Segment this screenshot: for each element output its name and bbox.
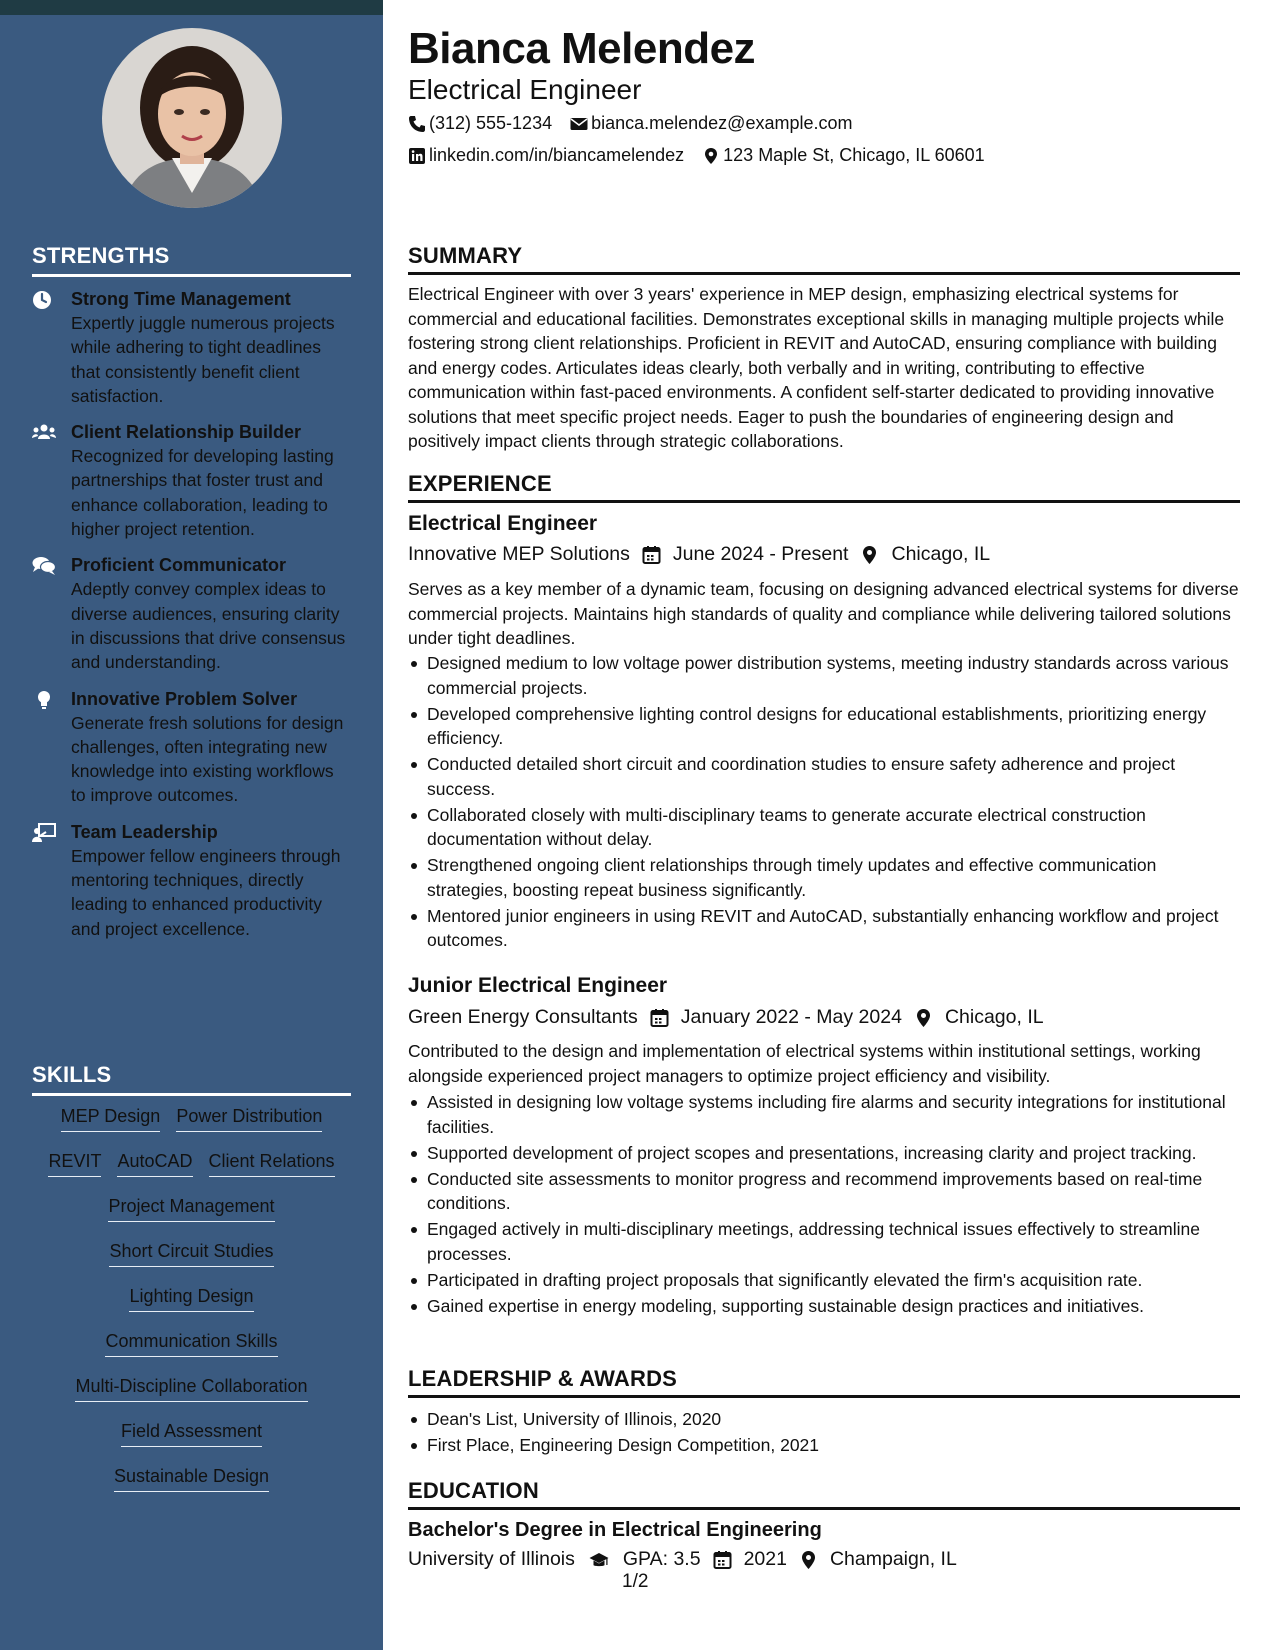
skill-tag: Communication Skills bbox=[105, 1328, 277, 1357]
envelope-icon bbox=[570, 115, 588, 133]
strength-title: Client Relationship Builder bbox=[71, 422, 302, 443]
company-name: Green Energy Consultants bbox=[408, 1006, 638, 1028]
job-meta bbox=[408, 543, 990, 566]
job-bullets bbox=[408, 651, 1240, 954]
school-name: University of Illinois bbox=[408, 1548, 575, 1570]
map-pin-icon bbox=[914, 1008, 933, 1028]
list-item: Supported development of project scopes and presentations, increasing clarity and project tracking. bbox=[408, 1141, 1240, 1166]
map-pin-icon bbox=[702, 147, 720, 165]
strength-title: Innovative Problem Solver bbox=[71, 688, 298, 709]
job-location: Chicago, IL bbox=[891, 543, 991, 565]
strength-desc: Empower fellow engineers through mentoring techniques, directly leading to enhanced productivity and project excellence. bbox=[71, 845, 341, 939]
list-item: Participated in drafting project proposals that significantly elevated the firm's acquisition rate. bbox=[408, 1268, 1240, 1293]
skill-tag: AutoCAD bbox=[117, 1148, 192, 1177]
skills-list bbox=[32, 1103, 351, 1508]
awards-list bbox=[408, 1407, 1240, 1459]
list-item: First Place, Engineering Design Competition, 2021 bbox=[408, 1433, 1240, 1458]
users-icon bbox=[32, 423, 56, 443]
calendar-icon bbox=[713, 1550, 732, 1570]
contact-row bbox=[408, 113, 853, 134]
strength-item bbox=[32, 687, 351, 808]
map-pin-icon bbox=[799, 1550, 818, 1570]
list-item: Assisted in designing low voltage systems including fire alarms and security integrations for institutional facilities. bbox=[408, 1090, 1240, 1139]
list-item: Mentored junior engineers in using REVIT and AutoCAD, substantially enhancing workflow and project outcomes. bbox=[408, 904, 1240, 953]
job-title: Junior Electrical Engineer bbox=[408, 974, 668, 997]
summary-text: Electrical Engineer with over 3 years' experience in MEP design, emphasizing electrical systems for commercial and educational facilities. Demonstrates exceptional skills in managing multiple projects while fostering strong client relationships. Proficient in REVIT and AutoCAD, ensuring compliance with building and energy codes. Articulates ideas clearly, both verbally and in writing, contributing to effective communication within fast-paced environments. A confident self-starter dedicated to providing innovative solutions that meet specific project needs. Eager to push the boundaries of engineering design and positively impact clients through strategic collaborations. bbox=[408, 284, 1225, 451]
list-item: Dean's List, University of Illinois, 2020 bbox=[408, 1407, 1240, 1432]
strength-desc: Generate fresh solutions for design challenges, often integrating new knowledge into existing workflows to improve outcomes. bbox=[71, 712, 344, 806]
skill-tag: REVIT bbox=[48, 1148, 101, 1177]
address: 123 Maple St, Chicago, IL 60601 bbox=[723, 145, 985, 165]
linkedin-link[interactable]: linkedin.com/in/biancamelendez bbox=[429, 145, 685, 165]
job-title: Electrical Engineer bbox=[408, 512, 598, 535]
strength-desc: Recognized for developing lasting partnerships that foster trust and enhance collaboration, leading to higher project retention. bbox=[71, 446, 334, 540]
graduation-year: 2021 bbox=[743, 1548, 787, 1570]
strength-item bbox=[32, 820, 351, 941]
skills-heading: SKILLS bbox=[32, 1062, 351, 1096]
strength-title: Team Leadership bbox=[71, 821, 218, 842]
calendar-icon bbox=[650, 1008, 669, 1028]
presenter-icon bbox=[32, 823, 56, 843]
job-meta bbox=[408, 1006, 1044, 1029]
strength-title: Strong Time Management bbox=[71, 289, 291, 309]
skill-tag: Power Distribution bbox=[176, 1103, 322, 1132]
skill-tag: Short Circuit Studies bbox=[109, 1238, 273, 1267]
phone-number: (312) 555-1234 bbox=[429, 113, 553, 133]
strength-desc: Expertly juggle numerous projects while adhering to tight deadlines that consistently benefit client satisfaction. bbox=[71, 313, 335, 406]
strength-item bbox=[32, 553, 351, 674]
calendar-icon bbox=[642, 545, 661, 565]
strength-item bbox=[32, 420, 351, 541]
gpa: GPA: 3.5 bbox=[622, 1548, 701, 1570]
job-location: Chicago, IL bbox=[944, 1006, 1044, 1028]
graduation-cap-icon bbox=[587, 1550, 611, 1570]
strength-title: Proficient Communicator bbox=[71, 555, 287, 576]
experience-heading: EXPERIENCE bbox=[408, 471, 1240, 503]
linkedin-icon bbox=[408, 147, 426, 165]
skill-tag: MEP Design bbox=[61, 1103, 161, 1132]
profile-photo bbox=[102, 28, 282, 208]
skill-tag: Field Assessment bbox=[121, 1418, 262, 1447]
clock-icon bbox=[32, 290, 56, 310]
strength-desc: Adeptly convey complex ideas to diverse audiences, ensuring clarity in discussions that drive consensus and understanding. bbox=[71, 579, 346, 673]
list-item: Developed comprehensive lighting control designs for educational establishments, prioritizing energy efficiency. bbox=[408, 702, 1240, 751]
job-description: Contributed to the design and implementation of electrical systems within institutional settings, working alongside experienced project managers to optimize project efficiency and visibility. bbox=[408, 1041, 1201, 1086]
job-dates: January 2022 - May 2024 bbox=[680, 1006, 902, 1028]
summary-heading: SUMMARY bbox=[408, 243, 1240, 275]
phone-icon bbox=[408, 115, 426, 133]
school-location: Champaign, IL bbox=[829, 1548, 957, 1570]
sidebar-top-strip bbox=[0, 0, 383, 15]
company-name: Innovative MEP Solutions bbox=[408, 543, 630, 565]
skill-tag: Client Relations bbox=[209, 1148, 335, 1177]
skill-tag: Multi-Discipline Collaboration bbox=[75, 1373, 307, 1402]
strengths-list bbox=[32, 287, 351, 953]
page-number: 1/2 bbox=[622, 1571, 649, 1592]
comments-icon bbox=[32, 556, 56, 576]
email-link[interactable]: bianca.melendez@example.com bbox=[591, 113, 853, 133]
job-description: Serves as a key member of a dynamic team, focusing on designing advanced electrical systems for diverse commercial projects. Maintains high standards of quality and compliance while delivering tailored solutions under tight deadlines. bbox=[408, 579, 1239, 648]
list-item: Collaborated closely with multi-disciplinary teams to generate accurate electrical construction documentation without delay. bbox=[408, 803, 1240, 852]
awards-heading: LEADERSHIP & AWARDS bbox=[408, 1366, 1240, 1398]
candidate-name: Bianca Melendez bbox=[408, 24, 756, 73]
map-pin-icon bbox=[860, 545, 879, 565]
job-bullets bbox=[408, 1090, 1240, 1320]
list-item: Conducted detailed short circuit and coordination studies to ensure safety adherence and project success. bbox=[408, 752, 1240, 801]
list-item: Designed medium to low voltage power distribution systems, meeting industry standards across various commercial projects. bbox=[408, 651, 1240, 700]
job-dates: June 2024 - Present bbox=[672, 543, 849, 565]
skill-tag: Lighting Design bbox=[129, 1283, 253, 1312]
degree-title: Bachelor's Degree in Electrical Engineering bbox=[408, 1519, 822, 1541]
strengths-heading: STRENGTHS bbox=[32, 243, 351, 277]
strength-item bbox=[32, 287, 351, 408]
candidate-role: Electrical Engineer bbox=[408, 74, 642, 105]
lightbulb-icon bbox=[32, 690, 56, 710]
skill-tag: Sustainable Design bbox=[114, 1463, 269, 1492]
list-item: Engaged actively in multi-disciplinary meetings, addressing technical issues effectively to streamline processes. bbox=[408, 1217, 1240, 1266]
list-item: Strengthened ongoing client relationships through timely updates and effective communication strategies, boosting repeat business significantly. bbox=[408, 853, 1240, 902]
list-item: Conducted site assessments to monitor progress and recommend improvements based on real-time conditions. bbox=[408, 1167, 1240, 1216]
list-item: Gained expertise in energy modeling, supporting sustainable design practices and initiatives. bbox=[408, 1294, 1240, 1319]
education-heading: EDUCATION bbox=[408, 1478, 1240, 1510]
education-meta bbox=[408, 1548, 957, 1571]
skill-tag: Project Management bbox=[108, 1193, 274, 1222]
contact-row bbox=[408, 145, 985, 166]
